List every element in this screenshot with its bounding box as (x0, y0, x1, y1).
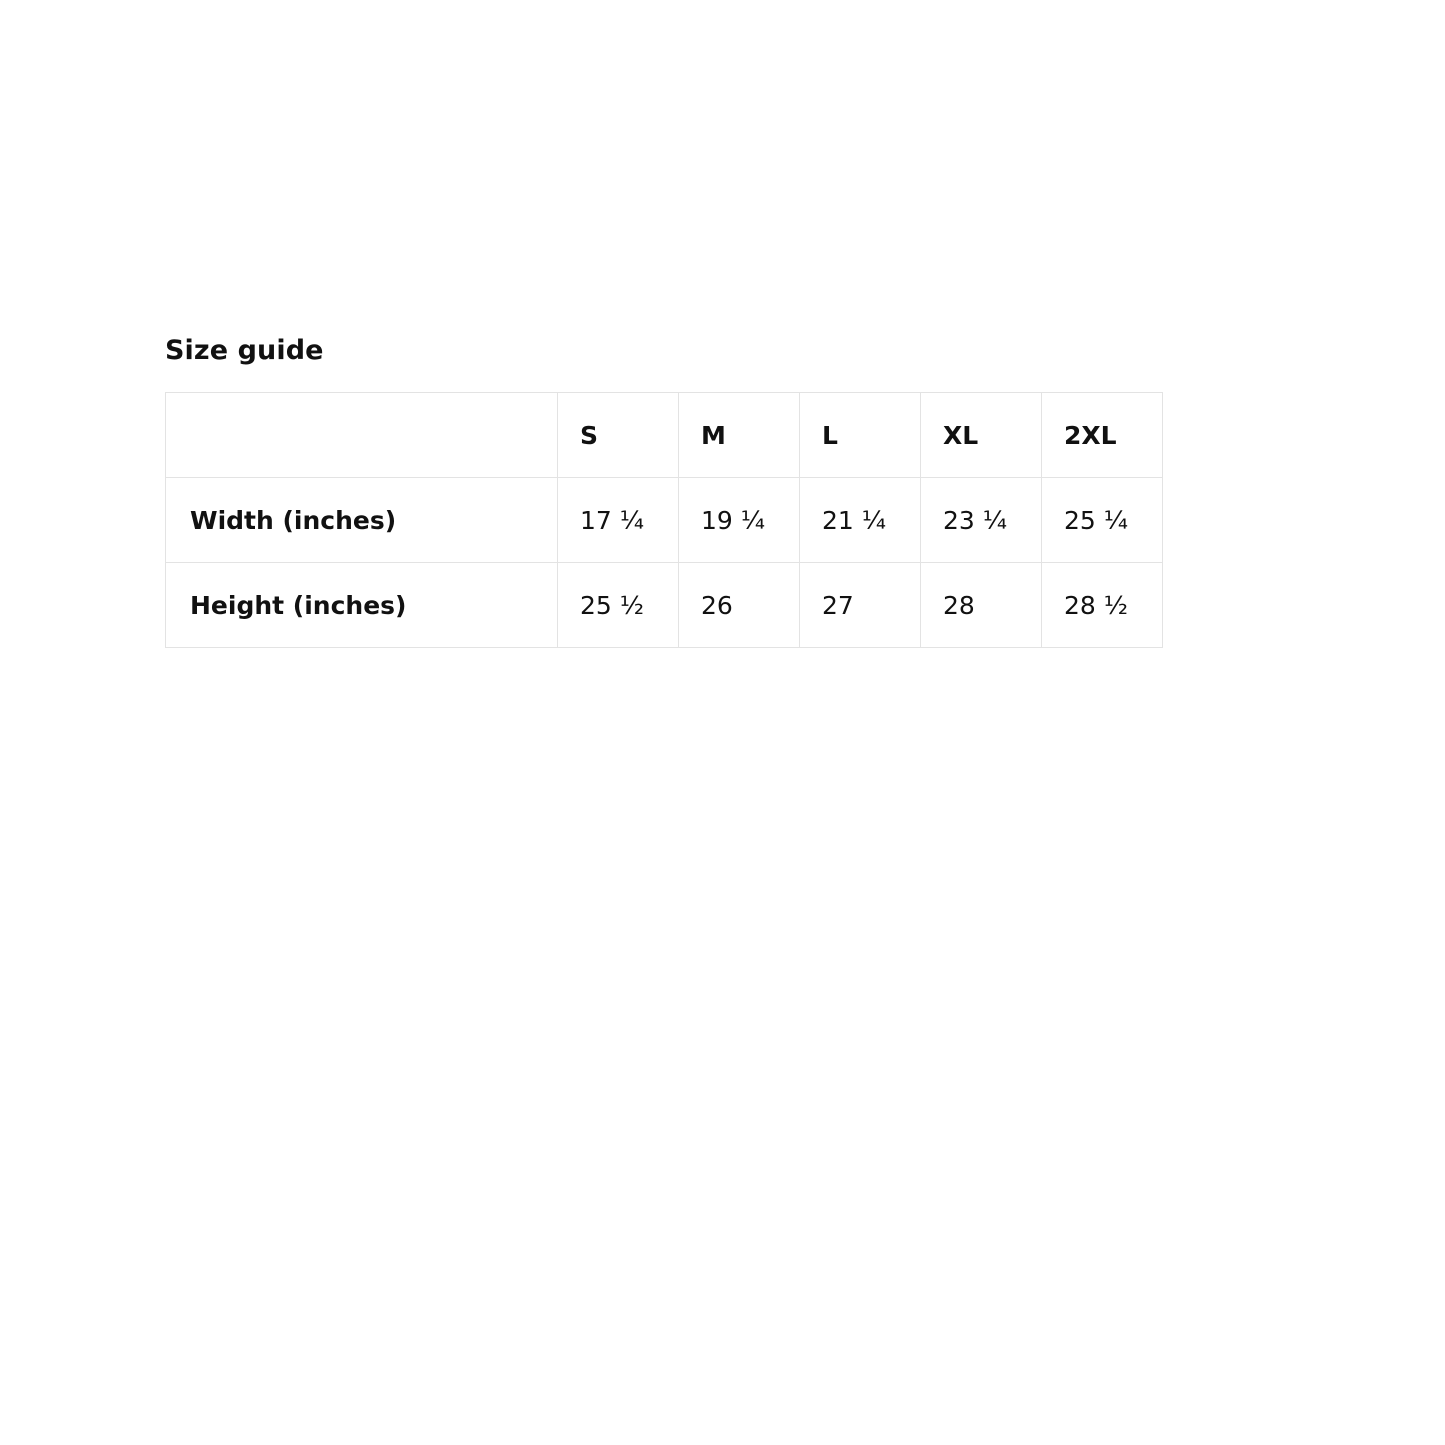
cell-width-l: 21 ¼ (800, 478, 921, 563)
cell-width-m: 19 ¼ (679, 478, 800, 563)
row-header-height: Height (inches) (166, 563, 558, 648)
cell-width-s: 17 ¼ (558, 478, 679, 563)
cell-height-m: 26 (679, 563, 800, 648)
cell-width-xl: 23 ¼ (921, 478, 1042, 563)
row-header-width: Width (inches) (166, 478, 558, 563)
table-row (166, 478, 1163, 563)
column-header-xl: XL (921, 393, 1042, 478)
column-header-2xl: 2XL (1042, 393, 1163, 478)
size-guide-section (165, 335, 1161, 648)
cell-height-l: 27 (800, 563, 921, 648)
table-header-row (166, 393, 1163, 478)
table-corner-cell (166, 393, 558, 478)
cell-height-xl: 28 (921, 563, 1042, 648)
page-title: Size guide (165, 335, 324, 366)
column-header-m: M (679, 393, 800, 478)
column-header-l: L (800, 393, 921, 478)
size-guide-table (165, 392, 1163, 648)
table-corner-label (166, 393, 557, 477)
column-header-s: S (558, 393, 679, 478)
cell-height-2xl: 28 ½ (1042, 563, 1163, 648)
cell-height-s: 25 ½ (558, 563, 679, 648)
cell-width-2xl: 25 ¼ (1042, 478, 1163, 563)
table-row (166, 563, 1163, 648)
